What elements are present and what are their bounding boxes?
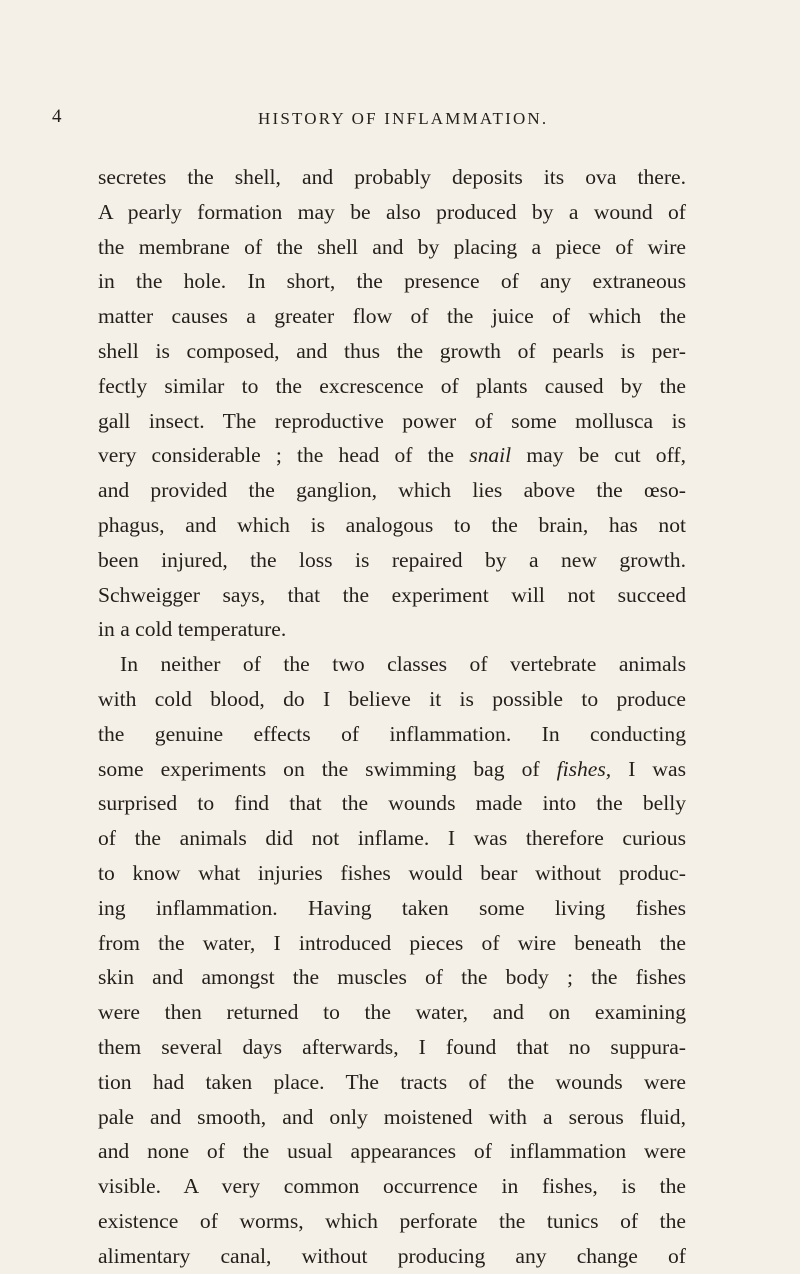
- text-line: Schweigger says, that the experiment will not succeed: [98, 582, 686, 607]
- text-line: from the water, I introduced pieces of wire beneath the: [98, 930, 686, 955]
- text-line: the membrane of the shell and by placing a piece of wire: [98, 234, 686, 259]
- text-line: fectly similar to the excrescence of plants caused by the: [98, 373, 686, 398]
- text-line: secretes the shell, and probably deposits its ova there.: [98, 165, 686, 189]
- text-line: the genuine effects of inflammation. In conducting: [98, 721, 686, 746]
- text-line: [98, 752, 686, 787]
- text-line: to know what injuries fishes would bear without produc-: [98, 860, 686, 885]
- text-line: phagus, and which is analogous to the brain, has not: [98, 512, 686, 537]
- italic-word-fishes: fishes,: [556, 756, 612, 781]
- body-text: [98, 160, 686, 1274]
- text-line: existence of worms, which perforate the tunics of the: [98, 1208, 686, 1233]
- paragraph-end-line: in a cold temperature.: [98, 617, 287, 642]
- text-line: and provided the ganglion, which lies above the œso-: [98, 478, 686, 503]
- text-line: in the hole. In short, the presence of any extraneous: [98, 269, 686, 294]
- text-line: and none of the usual appearances of inflammation were: [98, 1139, 686, 1164]
- paragraph-start-line: In neither of the two classes of vertebrate animals: [120, 652, 686, 677]
- text-line: visible. A very common occurrence in fishes, is the: [98, 1174, 686, 1199]
- page-number: 4: [52, 106, 62, 127]
- text-line: skin and amongst the muscles of the body ; the fishes: [98, 965, 686, 990]
- text-run: I was: [611, 756, 686, 781]
- page-header: [0, 106, 800, 136]
- text-line: gall insect. The reproductive power of some mollusca is: [98, 408, 686, 433]
- running-head: HISTORY OF INFLAMMATION.: [258, 109, 549, 128]
- text-line: them several days afterwards, I found that no suppura-: [98, 1034, 686, 1059]
- text-line: A pearly formation may be also produced by a wound of: [98, 199, 686, 224]
- text-line: pale and smooth, and only moistened with a serous fluid,: [98, 1104, 686, 1129]
- text-run: may be cut off,: [511, 443, 686, 468]
- text-line: shell is composed, and thus the growth of pearls is per-: [98, 338, 686, 363]
- text-run: some experiments on the swimming bag of: [98, 756, 557, 781]
- text-line: of the animals did not inflame. I was therefore curious: [98, 826, 686, 851]
- text-line: were then returned to the water, and on examining: [98, 1000, 686, 1025]
- text-run: very considerable ; the head of the: [98, 443, 470, 468]
- text-line: alimentary canal, without producing any change of: [98, 1243, 686, 1268]
- text-line: surprised to find that the wounds made into the belly: [98, 791, 686, 816]
- text-line: been injured, the loss is repaired by a new growth.: [98, 547, 686, 572]
- text-line: ing inflammation. Having taken some living fishes: [98, 895, 686, 920]
- text-line: matter causes a greater flow of the juice of which the: [98, 304, 686, 329]
- text-line: tion had taken place. The tracts of the wounds were: [98, 1069, 686, 1094]
- text-line: [98, 438, 686, 473]
- italic-word-snail: snail: [469, 443, 512, 468]
- text-line: with cold blood, do I believe it is possible to produce: [98, 686, 686, 711]
